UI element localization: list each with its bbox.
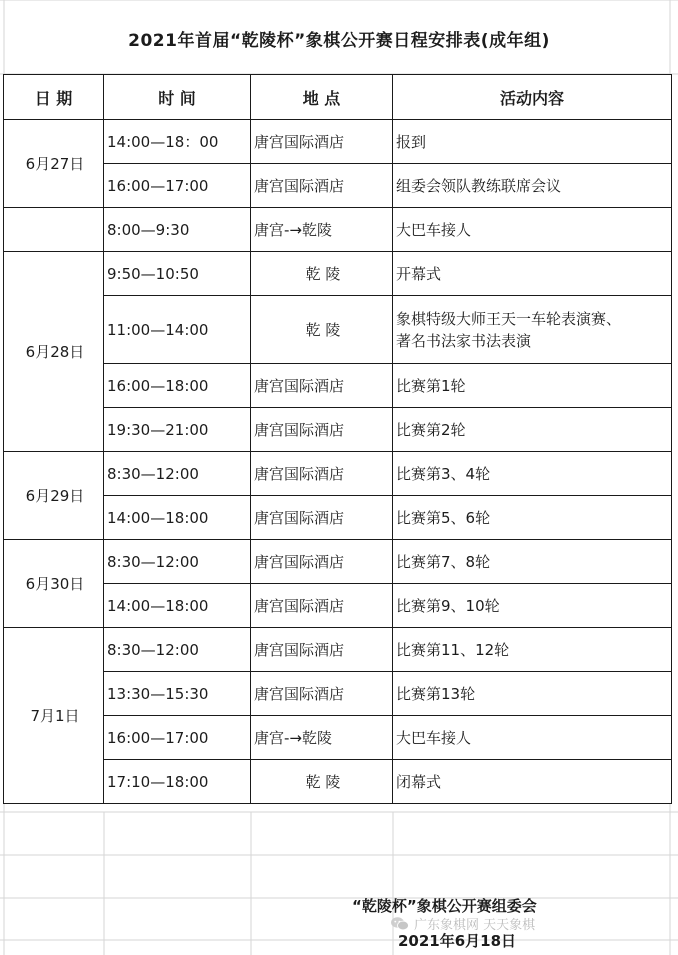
table-row (4, 452, 672, 496)
time-cell: 9:50—10:50 (104, 252, 251, 296)
activity-cell: 比赛第13轮 (393, 672, 672, 716)
date-cell: 6月29日 (4, 452, 104, 540)
place-cell: 唐宫国际酒店 (251, 672, 393, 716)
table-row (4, 672, 672, 716)
document-date: 2021年6月18日 (398, 932, 517, 950)
table-row (4, 208, 672, 252)
activity-cell: 比赛第9、10轮 (393, 584, 672, 628)
date-cell: 6月27日 (4, 120, 104, 208)
place-cell: 唐宫国际酒店 (251, 408, 393, 452)
place-cell: 唐宫国际酒店 (251, 540, 393, 584)
table-row (4, 628, 672, 672)
place-cell: 唐宫国际酒店 (251, 120, 393, 164)
time-cell: 8:30—12:00 (104, 452, 251, 496)
header-time: 时 间 (104, 75, 251, 120)
time-cell: 17:10—18:00 (104, 760, 251, 804)
table-row (4, 296, 672, 364)
activity-cell: 比赛第7、8轮 (393, 540, 672, 584)
activity-cell: 比赛第11、12轮 (393, 628, 672, 672)
header-activity: 活动内容 (393, 75, 672, 120)
place-cell: 乾 陵 (251, 252, 393, 296)
header-date: 日 期 (4, 75, 104, 120)
place-cell: 唐宫国际酒店 (251, 496, 393, 540)
page-title: 2021年首届“乾陵杯”象棋公开赛日程安排表(成年组) (128, 31, 550, 51)
time-cell: 16:00—17:00 (104, 164, 251, 208)
table-row (4, 540, 672, 584)
date-cell (4, 208, 104, 252)
activity-cell: 大巴车接人 (393, 208, 672, 252)
activity-cell: 比赛第1轮 (393, 364, 672, 408)
header-row (4, 75, 672, 120)
activity-cell: 比赛第2轮 (393, 408, 672, 452)
activity-cell: 组委会领队教练联席会议 (393, 164, 672, 208)
table-row (4, 716, 672, 760)
table-row (4, 120, 672, 164)
activity-cell (393, 296, 672, 364)
table-row (4, 364, 672, 408)
table-row (4, 584, 672, 628)
time-cell: 8:00—9:30 (104, 208, 251, 252)
time-cell: 8:30—12:00 (104, 540, 251, 584)
activity-cell: 报到 (393, 120, 672, 164)
time-cell: 16:00—17:00 (104, 716, 251, 760)
table-row (4, 408, 672, 452)
time-cell: 8:30—12:00 (104, 628, 251, 672)
place-cell: 乾 陵 (251, 760, 393, 804)
time-cell: 14:00—18:00 (104, 584, 251, 628)
time-cell: 13:30—15:30 (104, 672, 251, 716)
organizer-name: “乾陵杯”象棋公开赛组委会 (352, 897, 537, 915)
watermark-text: 广东象棋网 天天象棋 (414, 918, 536, 933)
table-row (4, 252, 672, 296)
activity-cell: 比赛第5、6轮 (393, 496, 672, 540)
activity-line: 象棋特级大师王天一车轮表演赛、 (396, 309, 622, 328)
place-cell: 唐宫国际酒店 (251, 364, 393, 408)
place-cell: 唐宫国际酒店 (251, 628, 393, 672)
place-cell: 唐宫国际酒店 (251, 452, 393, 496)
table-row (4, 760, 672, 804)
schedule-table (3, 74, 672, 804)
activity-cell: 开幕式 (393, 252, 672, 296)
place-cell: 唐宫-→乾陵 (251, 716, 393, 760)
header-place: 地 点 (251, 75, 393, 120)
place-cell: 唐宫国际酒店 (251, 584, 393, 628)
activity-cell: 闭幕式 (393, 760, 672, 804)
activity-cell: 比赛第3、4轮 (393, 452, 672, 496)
date-cell: 6月28日 (4, 252, 104, 452)
activity-cell: 大巴车接人 (393, 716, 672, 760)
table-row (4, 496, 672, 540)
time-cell: 14:00—18：00 (104, 120, 251, 164)
time-cell: 11:00—14:00 (104, 296, 251, 364)
time-cell: 14:00—18:00 (104, 496, 251, 540)
table-row (4, 164, 672, 208)
place-cell: 唐宫-→乾陵 (251, 208, 393, 252)
date-cell: 7月1日 (4, 628, 104, 804)
place-cell: 唐宫国际酒店 (251, 164, 393, 208)
place-cell: 乾 陵 (251, 296, 393, 364)
time-cell: 19:30—21:00 (104, 408, 251, 452)
time-cell: 16:00—18:00 (104, 364, 251, 408)
date-cell: 6月30日 (4, 540, 104, 628)
activity-line: 著名书法家书法表演 (396, 331, 532, 350)
